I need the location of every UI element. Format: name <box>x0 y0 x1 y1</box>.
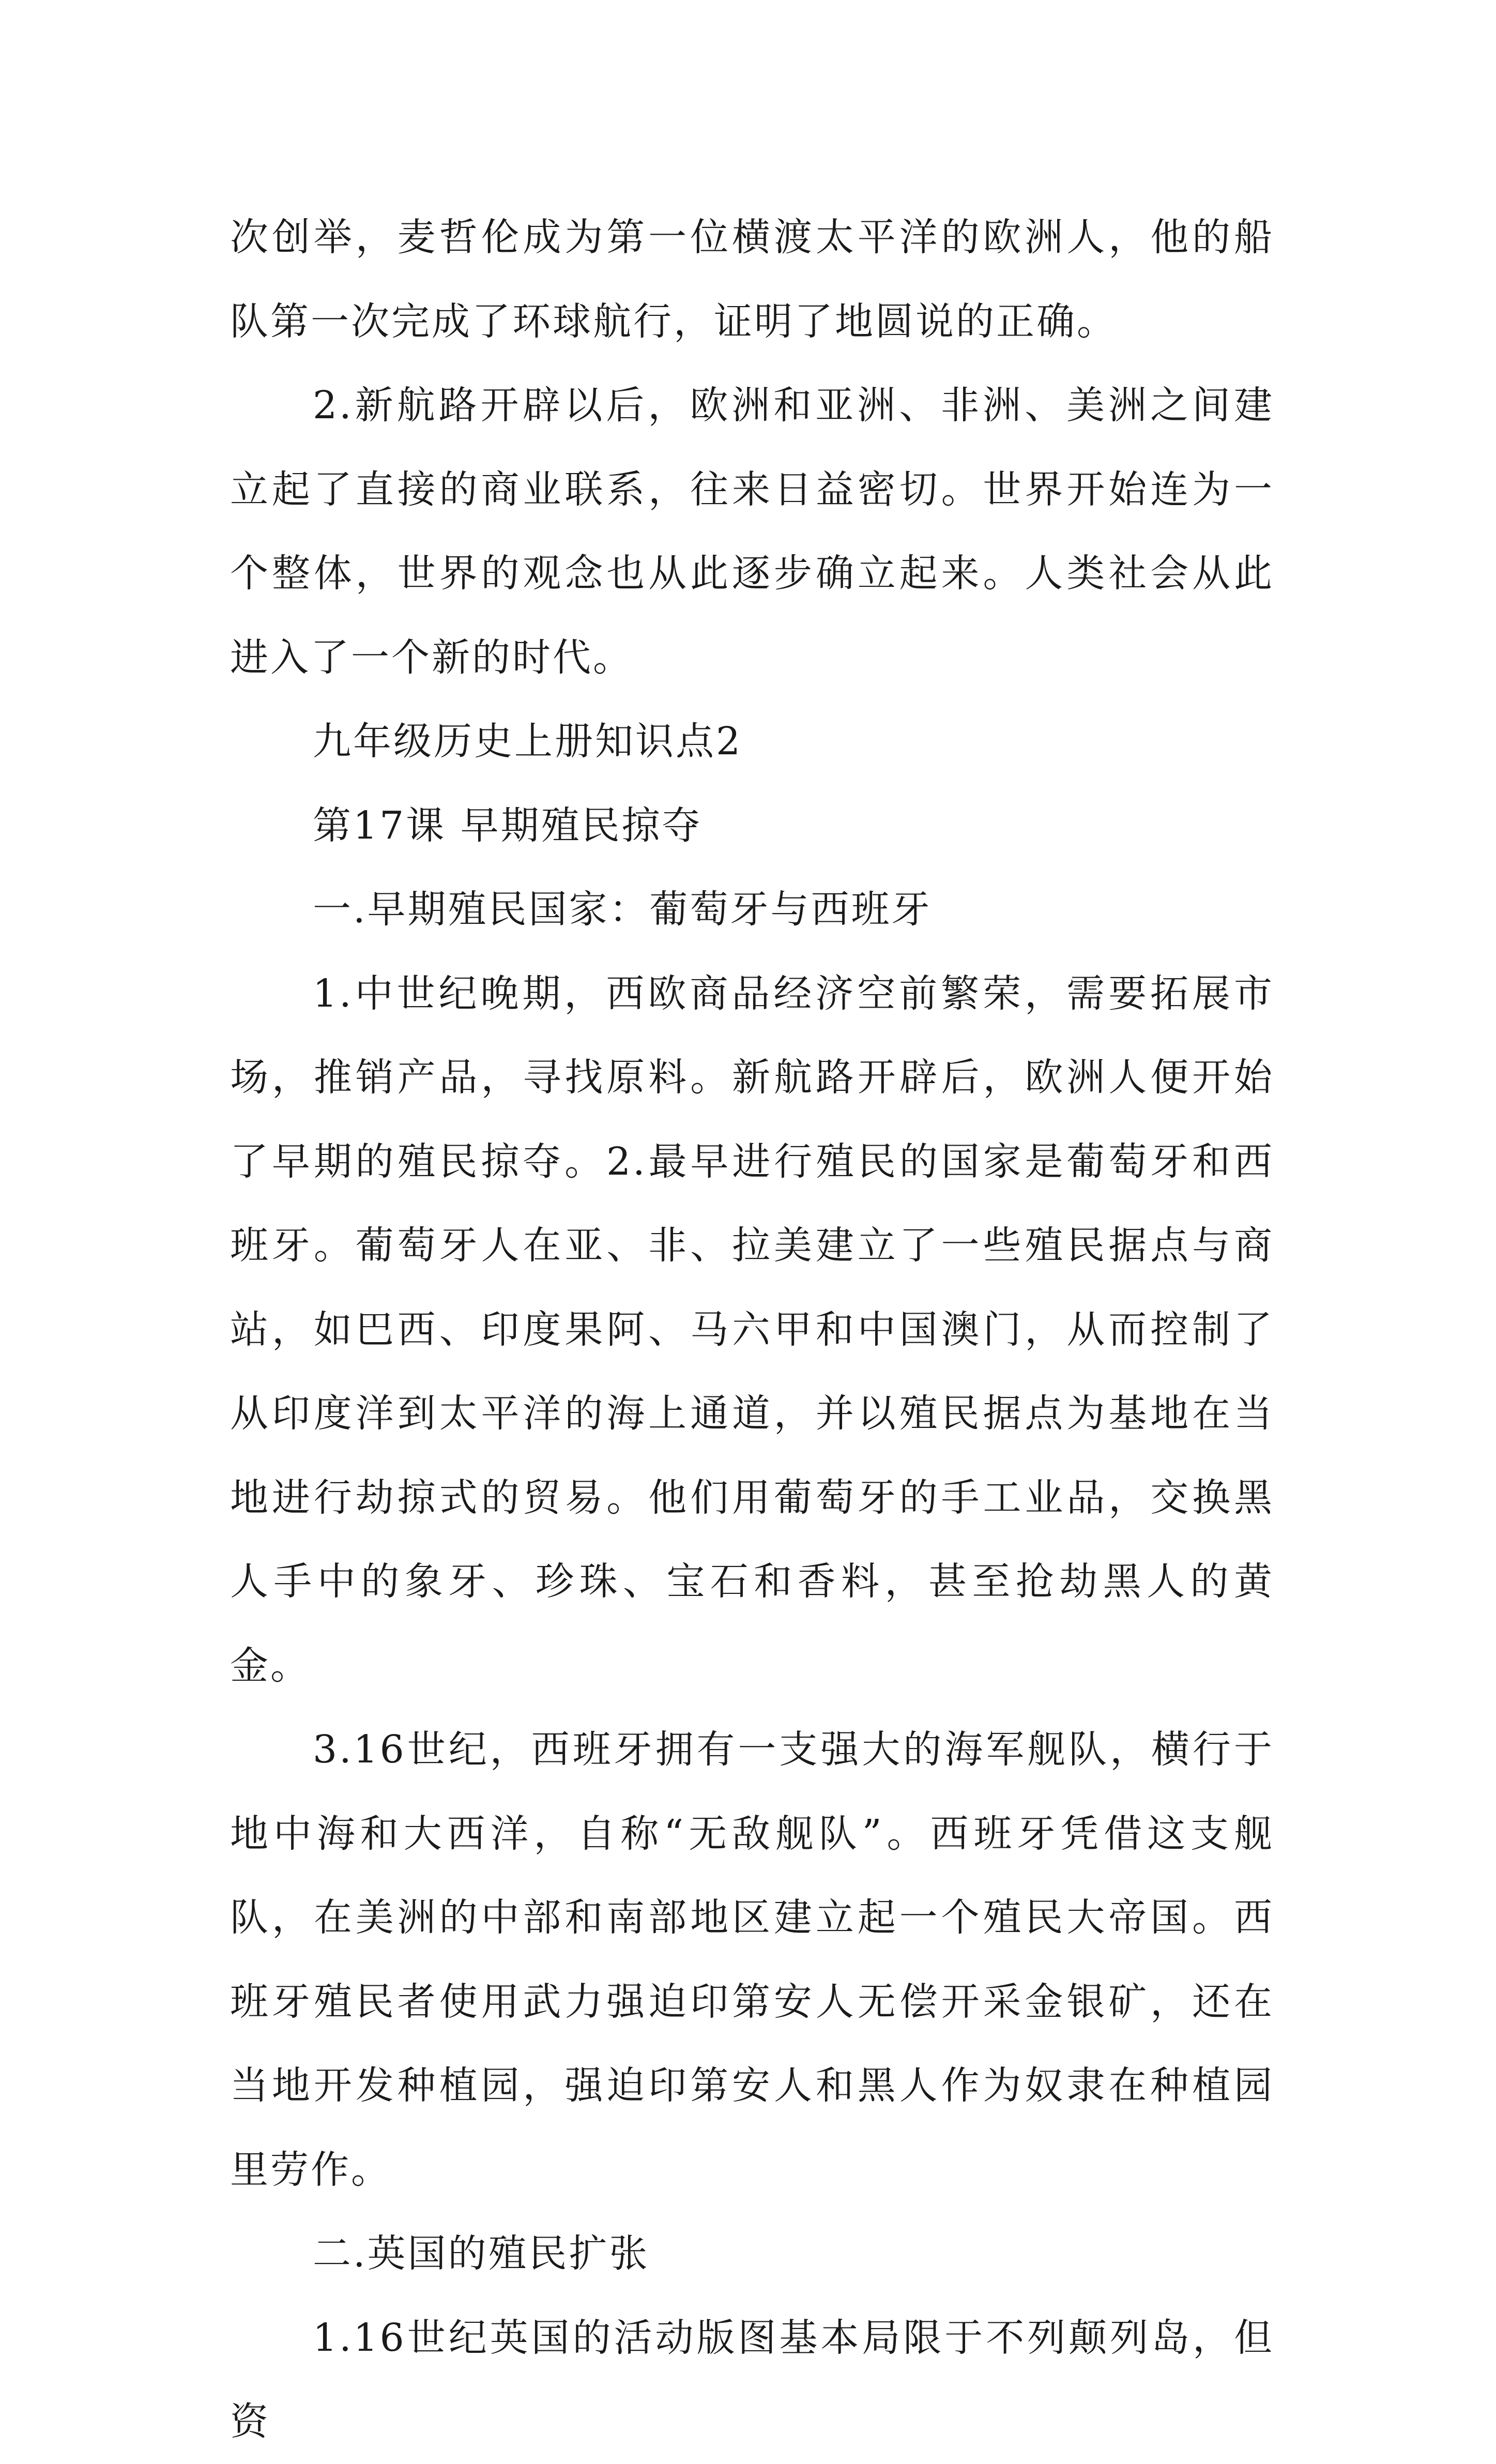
paragraph-spain-armada: 3.16世纪，西班牙拥有一支强大的海军舰队，横行于地中海和大西洋，自称“无敌舰队”。西班牙凭借这支舰队，在美洲的中部和南部地区建立起一个殖民大帝国。西班牙殖民者使用武力强迫印第安人无偿开采金银矿，还在当地开发种植园，强迫印第安人和黑人作为奴隶在种植园里劳作。 <box>230 1727 1274 2192</box>
paragraph-portugal-colonization: 1.中世纪晚期，西欧商品经济空前繁荣，需要拓展市场，推销产品，寻找原料。新航路开辟后，欧洲人便开始了早期的殖民掠夺。2.最早进行殖民的国家是葡萄牙和西班牙。葡萄牙人在亚、非、拉美建立了一些殖民据点与商站，如巴西、印度果阿、马六甲和中国澳门，从而控制了从印度洋到太平洋的海上通道，并以殖民据点为基地在当地进行劫掠式的贸易。他们用葡萄牙的手工业品，交换黑人手中的象牙、珍珠、宝石和香料，甚至抢劫黑人的黄金。 <box>230 971 1274 1688</box>
document-body <box>230 195 1274 2464</box>
lesson-title: 第17课 早期殖民掠夺 <box>313 803 703 848</box>
paragraph-magellan-continuation: 次创举，麦哲伦成为第一位横渡太平洋的欧洲人，他的船队第一次完成了环球航行，证明了地圆说的正确。 <box>230 215 1274 344</box>
subsection-heading-british-expansion: 二.英国的殖民扩张 <box>313 2231 650 2276</box>
paragraph-britain-16th-century: 1.16世纪英国的活动版图基本局限于不列颠列岛，但资 <box>230 2315 1274 2444</box>
subsection-heading-early-colonial-powers: 一.早期殖民国家：葡萄牙与西班牙 <box>313 887 932 932</box>
section-title-knowledge-point-2: 九年级历史上册知识点2 <box>313 719 743 764</box>
paragraph-new-routes-impact: 2.新航路开辟以后，欧洲和亚洲、非洲、美洲之间建立起了直接的商业联系，往来日益密切。世界开始连为一个整体，世界的观念也从此逐步确立起来。人类社会从此进入了一个新的时代。 <box>230 383 1274 680</box>
